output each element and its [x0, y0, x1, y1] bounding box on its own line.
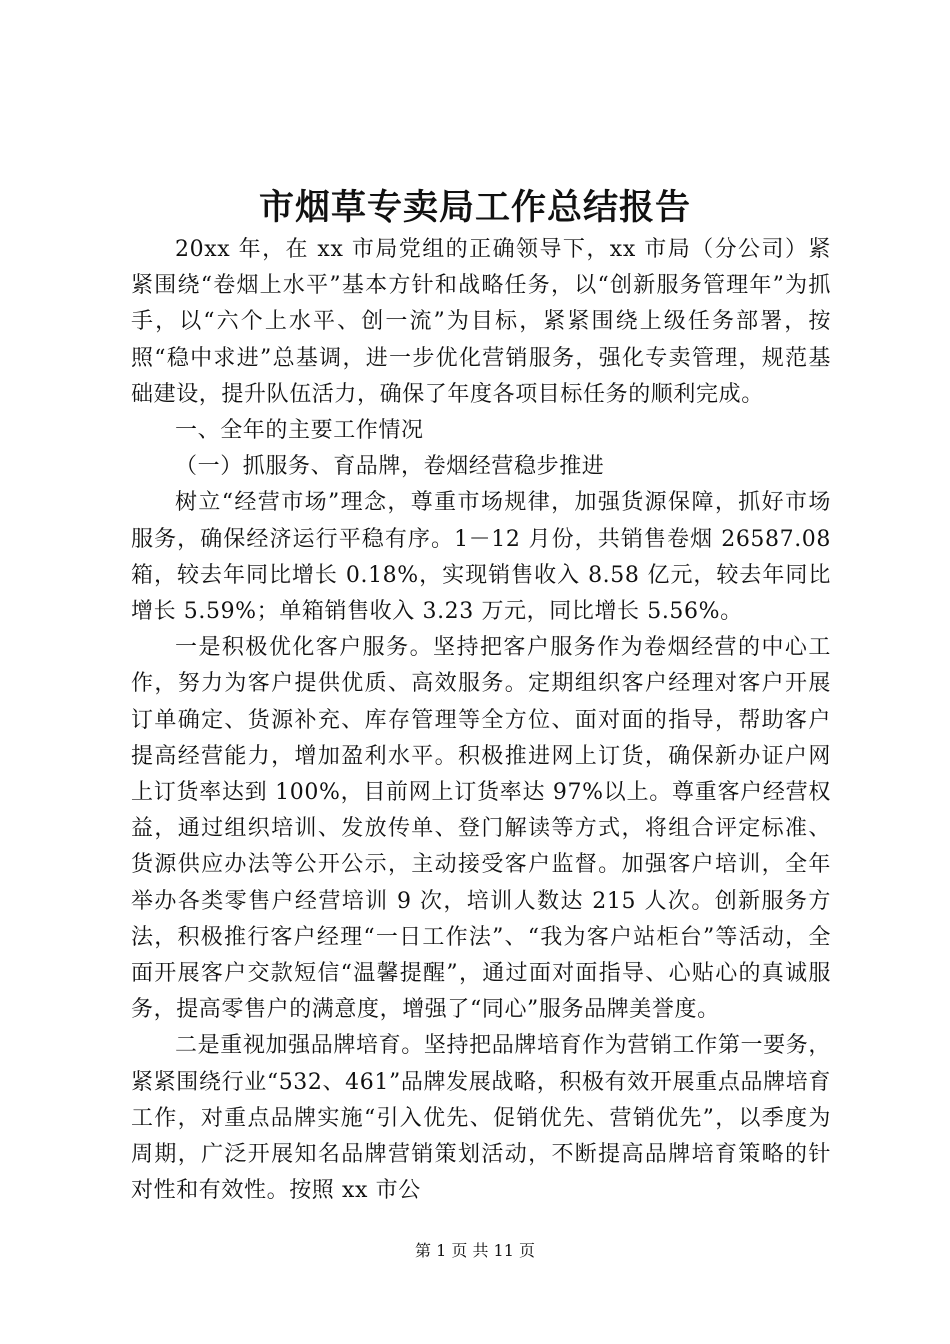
document-title: 市烟草专卖局工作总结报告 — [258, 187, 691, 228]
body-paragraph: 树立“经营市场”理念，尊重市场规律，加强货源保障，抓好市场服务，确保经济运行平稳有序。1－12 月份，共销售卷烟 26587.08 箱，较去年同比增长 0.18%，实现销售收入 8.58 亿元，较去年同比增长 5.59%；单箱销售收入 3.23 万元，同比增长 5.56%。 — [131, 490, 831, 625]
intro-paragraph: 20xx 年，在 xx 市局党组的正确领导下，xx 市局（分公司）紧紧围绕“卷烟上水平”基本方针和战略任务，以“创新服务管理年”为抓手，以“六个上水平、创一流”为目标，紧紧围绕上级任务部署，按照“稳中求进”总基调，进一步优化营销服务，强化专卖管理，规范基础建设，提升队伍活力，确保了年度各项目标任务的顺利完成。 — [131, 237, 831, 407]
subsection-heading: （一）抓服务、育品牌，卷烟经营稳步推进 — [175, 454, 605, 480]
section-heading: 一、全年的主要工作情况 — [175, 418, 424, 444]
body-paragraph: 二是重视加强品牌培育。坚持把品牌培育作为营销工作第一要务，紧紧围绕行业“532、461”品牌发展战略，积极有效开展重点品牌培育工作，对重点品牌实施“引入优先、促销优先、营销优先”，以季度为周期，广泛开展知名品牌营销策划活动，不断提高品牌培育策略的针对性和有效性。按照 xx 市公 — [131, 1033, 831, 1204]
page-footer: 第 1 页 共 11 页 — [415, 1241, 535, 1260]
document-body — [131, 232, 831, 1209]
body-paragraph: 一是积极优化客户服务。坚持把客户服务作为卷烟经营的中心工作，努力为客户提供优质、高效服务。定期组织客户经理对客户开展订单确定、货源补充、库存管理等全方位、面对面的指导，帮助客户提高经营能力，增加盈利水平。积极推进网上订货，确保新办证户网上订货率达到 100%，目前网上订货率达 97%以上。尊重客户经营权益，通过组织培训、发放传单、登门解读等方式，将组合评定标准、货源供应办法等公开公示，主动接受客户监督。加强客户培训，全年举办各类零售户经营培训 9 次，培训人数达 215 人次。创新服务方法，积极推行客户经理“一日工作法”、“我为客户站柜台”等活动，全面开展客户交款短信“温馨提醒”，通过面对面指导、心贴心的真诚服务，提高零售户的满意度，增强了“同心”服务品牌美誉度。 — [131, 635, 831, 1023]
